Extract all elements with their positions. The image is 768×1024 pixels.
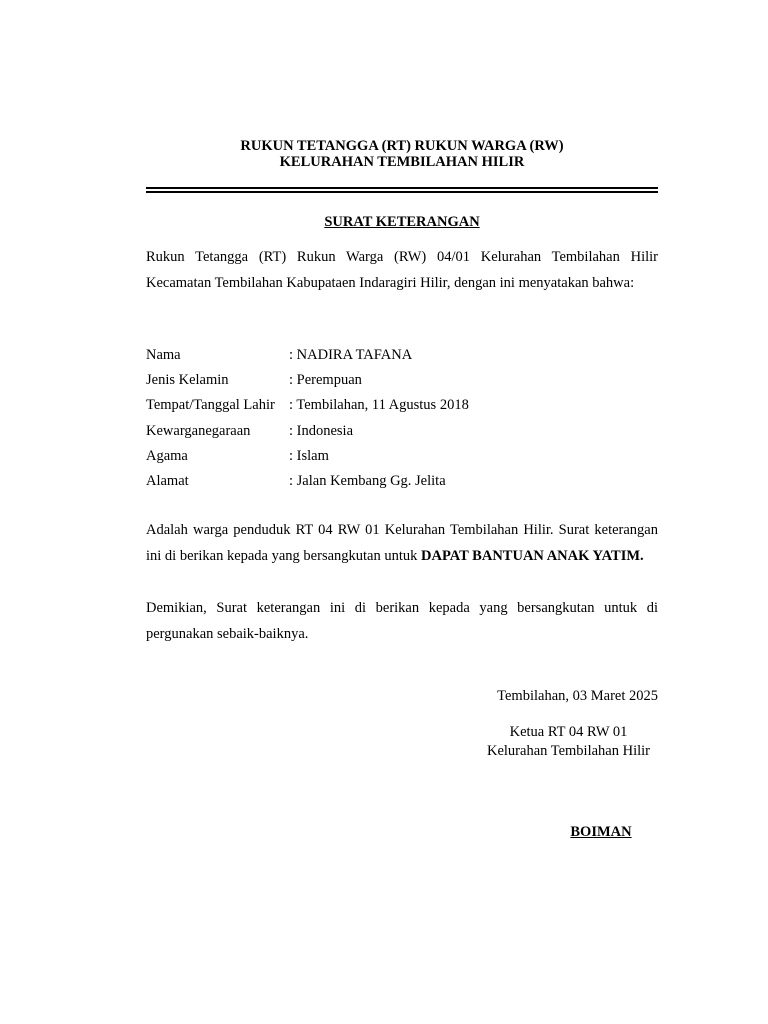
header-rule-bottom: [146, 191, 658, 193]
field-row-kewarganegaraan: [146, 421, 469, 446]
field-value: : Tembilahan, 11 Agustus 2018: [289, 397, 469, 414]
header-rule-top: [146, 187, 658, 189]
field-value: : Perempuan: [289, 372, 362, 389]
letterhead-line-2: KELURAHAN TEMBILAHAN HILIR: [279, 154, 525, 170]
field-value: : Indonesia: [289, 422, 354, 439]
field-value: : Jalan Kembang Gg. Jelita: [289, 472, 446, 489]
field-value: : Islam: [289, 447, 329, 464]
field-value: : NADIRA TAFANA: [289, 347, 413, 363]
field-row-nama: [146, 345, 469, 370]
identity-fields: [146, 345, 469, 496]
statement-paragraph: [146, 518, 658, 569]
field-row-agama: [146, 446, 469, 471]
field-row-tempat-tanggal-lahir: [146, 395, 469, 420]
signer-name: BOIMAN: [570, 824, 632, 840]
statement-text: Adalah warga penduduk RT 04 RW 01 Kelurahan Tembilahan Hilir. Surat keterangan ini di berikan kepada yang bersangkutan untuk: [146, 522, 658, 564]
field-label: Tempat/Tanggal Lahir: [146, 397, 275, 414]
letterhead: [146, 138, 658, 170]
field-label: Jenis Kelamin: [146, 372, 229, 389]
statement-purpose: DAPAT BANTUAN ANAK YATIM.: [421, 547, 644, 564]
signature-title: [460, 723, 677, 761]
signature-title-line-2: Kelurahan Tembilahan Hilir: [487, 743, 650, 759]
field-row-jenis-kelamin: [146, 370, 469, 395]
field-label: Nama: [146, 347, 181, 363]
field-row-alamat: [146, 471, 469, 496]
letter-title: SURAT KETERANGAN: [324, 214, 480, 230]
signature-title-line-1: Ketua RT 04 RW 01: [509, 724, 628, 740]
closing-paragraph: Demikian, Surat keterangan ini di berikan kepada yang bersangkutan untuk di pergunakan sebaik-baiknya.: [146, 600, 658, 642]
place-date: Tembilahan, 03 Maret 2025: [497, 688, 658, 704]
field-label: Alamat: [146, 472, 189, 489]
field-label: Kewarganegaraan: [146, 422, 251, 439]
intro-paragraph: Rukun Tetangga (RT) Rukun Warga (RW) 04/01 Kelurahan Tembilahan Hilir Kecamatan Tembilahan Kabupataen Indaragiri Hilir, dengan ini menyatakan bahwa:: [146, 249, 658, 291]
field-label: Agama: [146, 447, 188, 464]
letterhead-line-1: RUKUN TETANGGA (RT) RUKUN WARGA (RW): [240, 138, 564, 154]
